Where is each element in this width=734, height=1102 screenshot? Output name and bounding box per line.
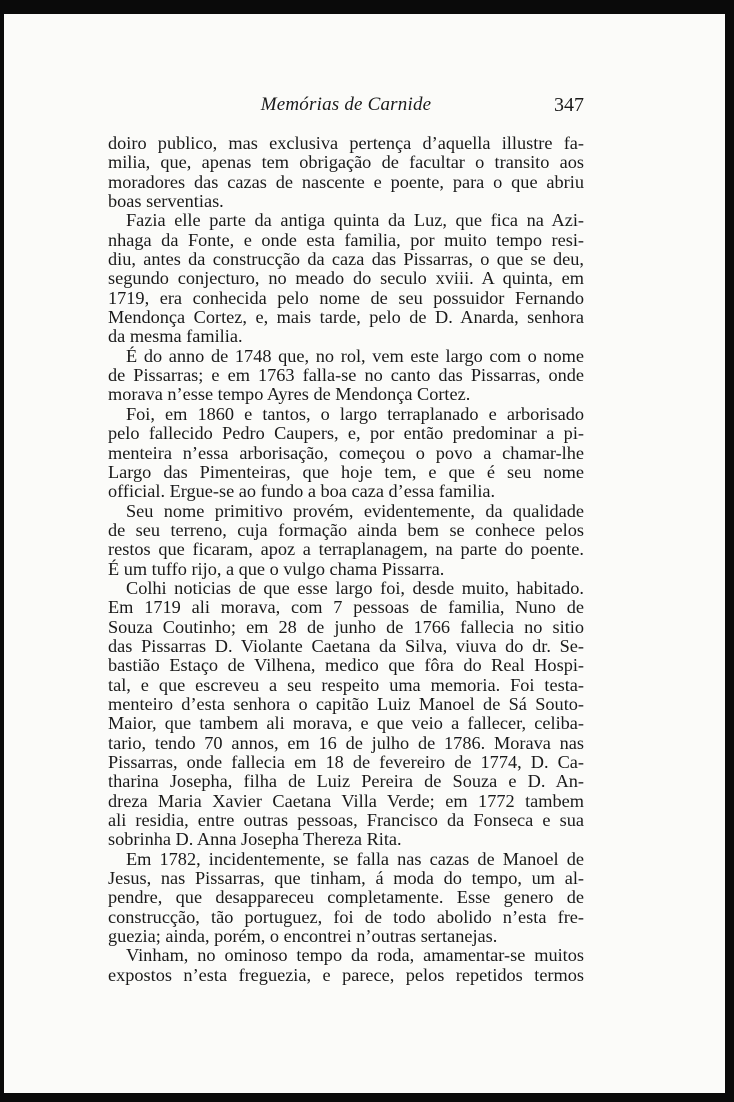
text-line: Em 1782, incidentemente, se falla nas cazas de Manoel de	[126, 848, 584, 869]
text-line: menteira n’essa arborisação, começou o povo a chamar-lhe	[108, 442, 584, 463]
text-line: milia, que, apenas tem obrigação de facultar o transito aos	[108, 152, 584, 173]
text-line: doiro publico, mas exclusiva pertença d’aquella illustre fa-	[108, 133, 584, 153]
text-line: ali residia, entre outras pessoas, Francisco da Fonseca e sua	[108, 810, 584, 831]
text-line: Foi, em 1860 e tantos, o largo terraplanado e arborisado	[126, 403, 584, 424]
text-line: menteiro d’esta senhora o capitão Luiz Manoel de Sá Souto-	[108, 693, 584, 714]
text-line: morava n’esse tempo Ayres de Mendonça Cortez.	[108, 384, 471, 405]
text-line: official. Ergue-se ao fundo a boa caza d’essa familia.	[108, 481, 496, 502]
text-line: Vinham, no ominoso tempo da roda, amamentar-se muitos	[126, 945, 584, 966]
text-line: Largo das Pimenteiras, que hoje tem, e que é seu nome	[108, 461, 584, 482]
text-line: Fazia elle parte da antiga quinta da Luz, que fica na Azi-	[126, 210, 584, 231]
text-line: diu, antes da construcção da caza das Pissarras, o que se deu,	[108, 249, 584, 270]
text-line: É do anno de 1748 que, no rol, vem este largo com o nome	[126, 345, 584, 366]
running-title: Memórias de Carnide	[260, 94, 432, 115]
text-line: Souza Coutinho; em 28 de junho de 1766 fallecia no sitio	[108, 616, 584, 637]
text-line: bastião Estaço de Vilhena, medico que fôra do Real Hospi-	[108, 655, 584, 676]
text-line: tario, tendo 70 annos, em 16 de julho de 1786. Morava nas	[108, 732, 584, 753]
text-line: Pissarras, onde fallecia em 18 de fevereiro de 1774, D. Ca-	[108, 752, 584, 772]
text-line: Mendonça Cortez, e, mais tarde, pelo de D. Anarda, senhora	[108, 307, 584, 328]
page-number: 347	[554, 94, 584, 116]
text-line: de seu terreno, cuja formação ainda bem se conhece pelos	[108, 519, 584, 540]
text-line: sobrinha D. Anna Josepha Thereza Rita.	[108, 829, 402, 850]
text-line: das Pissarras D. Violante Caetana da Silva, viuva do dr. Se-	[108, 635, 584, 656]
text-line: segundo conjecturo, no meado do seculo xviii. A quinta, em	[108, 268, 584, 289]
text-line: Jesus, nas Pissarras, que tinham, á moda do tempo, um al-	[108, 868, 584, 889]
text-line: É um tuffo rijo, a que o vulgo chama Pissarra.	[108, 558, 445, 579]
text-line: 1719, era conhecida pelo nome de seu possuidor Fernando	[108, 287, 584, 308]
text-line: restos que ficaram, apoz a terraplanagem, na parte do poente.	[108, 539, 584, 560]
text-line: Seu nome primitivo provém, evidentemente, da qualidade	[126, 500, 584, 521]
text-line: da mesma familia.	[108, 326, 243, 347]
text-line: tharina Josepha, filha de Luiz Pereira de Souza e D. An-	[108, 771, 584, 792]
text-line: boas serventias.	[108, 191, 224, 212]
text-line: pelo fallecido Pedro Caupers, e, por então predominar a pi-	[108, 423, 584, 444]
page-header	[108, 94, 584, 120]
text-line: Maior, que tambem ali morava, e que veio a fallecer, celiba-	[108, 713, 584, 734]
text-line: Em 1719 ali morava, com 7 pessoas de familia, Nuno de	[108, 597, 584, 618]
text-line: de Pissarras; e em 1763 falla-se no canto das Pissarras, onde	[108, 365, 584, 386]
text-line: Colhi noticias de que esse largo foi, desde muito, habitado.	[126, 577, 584, 598]
text-line: nhaga da Fonte, e onde esta familia, por muito tempo resi-	[108, 229, 584, 250]
text-line: moradores das cazas de nascente e poente, para o que abriu	[108, 171, 584, 192]
text-line: tal, e que escreveu a seu respeito uma memoria. Foi testa-	[108, 674, 584, 695]
text-line: construcção, tão portuguez, foi de todo abolido n’esta fre-	[108, 906, 584, 927]
body-text	[108, 134, 584, 985]
text-line: guezia; ainda, porém, o encontrei n’outras sertanejas.	[108, 926, 498, 947]
text-line: pendre, que desappareceu completamente. Esse genero de	[108, 887, 584, 908]
text-line: expostos n’esta freguezia, e parece, pelos repetidos termos	[108, 964, 584, 985]
text-line: dreza Maria Xavier Caetana Villa Verde; em 1772 tambem	[108, 790, 584, 811]
